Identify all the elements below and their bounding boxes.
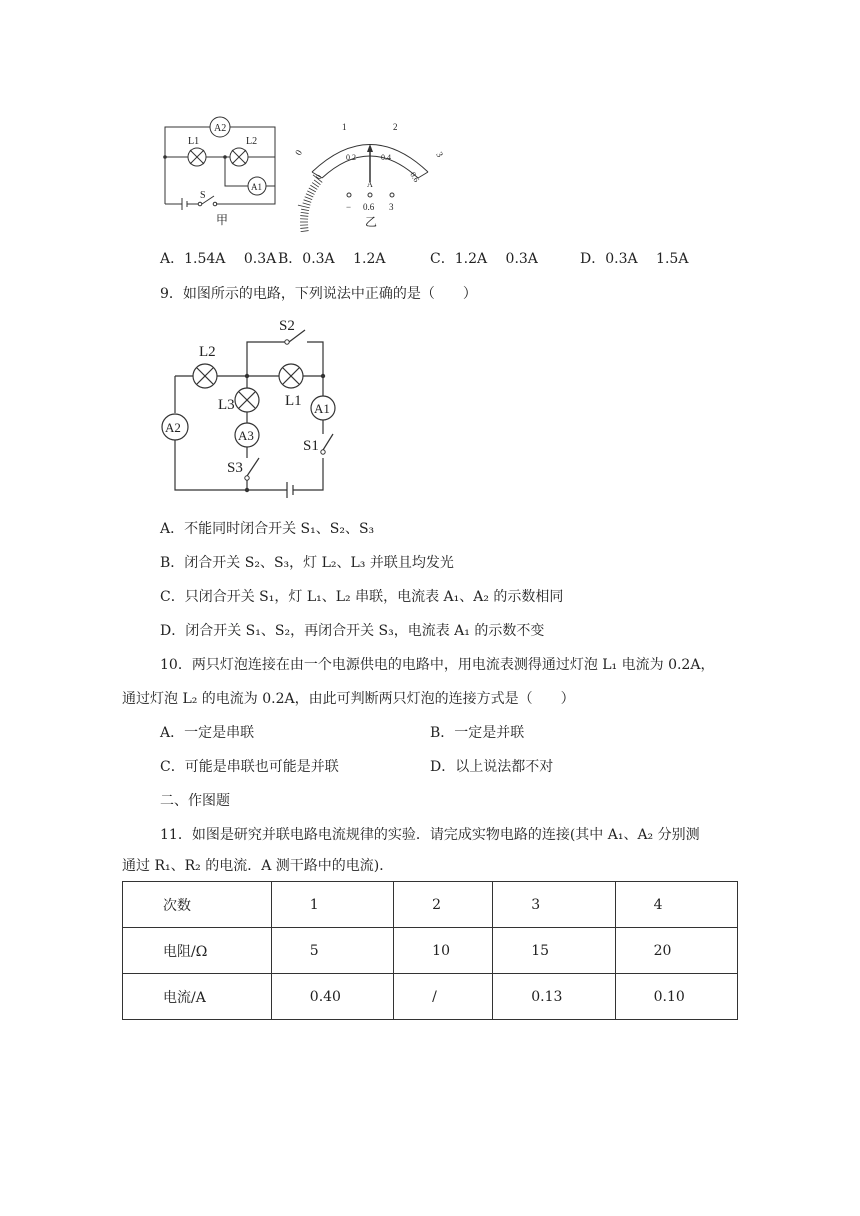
q9-option-a: A．不能同时闭合开关 S₁、S₂、S₃ — [160, 521, 375, 537]
dial-tick — [300, 228, 308, 229]
tick-bottom-04: 0.4 — [381, 153, 391, 162]
dial-tick — [310, 185, 317, 189]
q10-stem-line2: 通过灯泡 L₂ 的电流为 0.2A，由此可判断两只灯泡的连接方式是（ ） — [122, 691, 575, 707]
table-row — [123, 974, 738, 1020]
q9-option-b: B．闭合开关 S₂、S₃，灯 L₂、L₃ 并联且均发光 — [160, 555, 454, 571]
table-cell: 0.13 — [493, 974, 615, 1020]
q10-option-c: C．可能是串联也可能是并联 — [160, 759, 339, 775]
q8-circuit-jia — [150, 112, 290, 230]
q9-stem: 9．如图所示的电路，下列说法中正确的是（ ） — [160, 286, 477, 302]
dial-tick — [304, 200, 312, 203]
tick-bottom-06: 0.6 — [408, 170, 422, 184]
label-s1: S1 — [303, 438, 319, 454]
table-cell: 3 — [493, 882, 615, 928]
label-a3: A3 — [238, 428, 254, 443]
tick-top-3: 3 — [434, 150, 446, 159]
table-cell: 4 — [615, 882, 737, 928]
meter-letter: A — [367, 180, 373, 189]
table-cell: 2 — [394, 882, 493, 928]
table-cell: 次数 — [123, 882, 272, 928]
table-cell: 电阻/Ω — [123, 928, 272, 974]
caption-yi: 乙 — [365, 215, 378, 229]
dial-tick — [301, 231, 309, 232]
data-table — [122, 881, 738, 1020]
dial-tick — [301, 212, 309, 213]
dial-tick — [309, 188, 316, 192]
table-row — [123, 882, 738, 928]
table-cell: 0.10 — [615, 974, 737, 1020]
dial-tick — [298, 205, 310, 208]
tick-top-0: 0 — [293, 148, 304, 157]
q10-stem-line1: 10．两只灯泡连接在由一个电源供电的电路中，用电流表测得通过灯泡 L₁ 电流为 0.2A， — [160, 657, 715, 673]
tick-top-2: 2 — [393, 122, 398, 132]
terminal-minus: − — [346, 202, 352, 212]
q10-option-a: A．一定是串联 — [160, 725, 255, 741]
table-cell: 15 — [493, 928, 615, 974]
label-s: S — [200, 190, 206, 201]
q8-option-c: C．1.2A 0.3A — [430, 251, 538, 267]
dial-tick — [303, 203, 311, 205]
dial-tick — [307, 191, 314, 195]
section-heading: 二、作图题 — [160, 793, 230, 809]
label-a2: A2 — [165, 420, 181, 435]
q8-option-d: D．0.3A 1.5A — [580, 251, 689, 267]
caption-jia: 甲 — [216, 213, 229, 227]
terminal-06: 0.6 — [363, 202, 375, 212]
q9-circuit — [155, 308, 355, 498]
table-cell: 1 — [271, 882, 393, 928]
label-l2: L2 — [199, 344, 216, 360]
table-cell: 5 — [271, 928, 393, 974]
q8-option-a: A．1.54A 0.3A — [160, 251, 277, 267]
label-a1: A1 — [314, 401, 330, 416]
dial-tick — [300, 216, 308, 217]
label-s3: S3 — [227, 460, 243, 476]
label-s2: S2 — [279, 318, 295, 334]
table-cell: / — [394, 974, 493, 1020]
table-cell: 电流/A — [123, 974, 272, 1020]
tick-bottom-02: 0.2 — [346, 153, 356, 162]
label-l1: L1 — [285, 393, 302, 409]
q9-option-d: D．闭合开关 S₁、S₂，再闭合开关 S₃，电流表 A₁ 的示数不变 — [160, 623, 545, 639]
q11-line1: 11．如图是研究并联电路电流规律的实验．请完成实物电路的连接(其中 A₁、A₂ 分别测 — [160, 827, 700, 843]
table-cell: 0.40 — [271, 974, 393, 1020]
label-l3: L3 — [218, 397, 235, 413]
tick-bottom-0: 0 — [313, 173, 324, 181]
q8-ammeter-dial-yi — [292, 112, 452, 232]
label-a2: A2 — [214, 123, 227, 134]
dial-tick — [305, 197, 312, 200]
q9-option-c: C．只闭合开关 S₁，灯 L₁、L₂ 串联，电流表 A₁、A₂ 的示数相同 — [160, 589, 564, 605]
q10-option-d: D．以上说法都不对 — [430, 759, 554, 775]
terminal-3: 3 — [389, 202, 394, 212]
table-cell: 20 — [615, 928, 737, 974]
q8-option-b: B．0.3A 1.2A — [278, 251, 386, 267]
q10-option-b: B．一定是并联 — [430, 725, 525, 741]
dial-tick — [306, 194, 313, 197]
table-row — [123, 928, 738, 974]
q11-line2: 通过 R₁、R₂ 的电流．A 测干路中的电流)． — [122, 858, 394, 874]
label-a1: A1 — [251, 182, 262, 192]
table-cell: 10 — [394, 928, 493, 974]
dial-tick — [301, 209, 309, 210]
label-l1: L1 — [188, 136, 200, 147]
label-l2: L2 — [246, 136, 258, 147]
tick-top-1: 1 — [342, 122, 347, 132]
